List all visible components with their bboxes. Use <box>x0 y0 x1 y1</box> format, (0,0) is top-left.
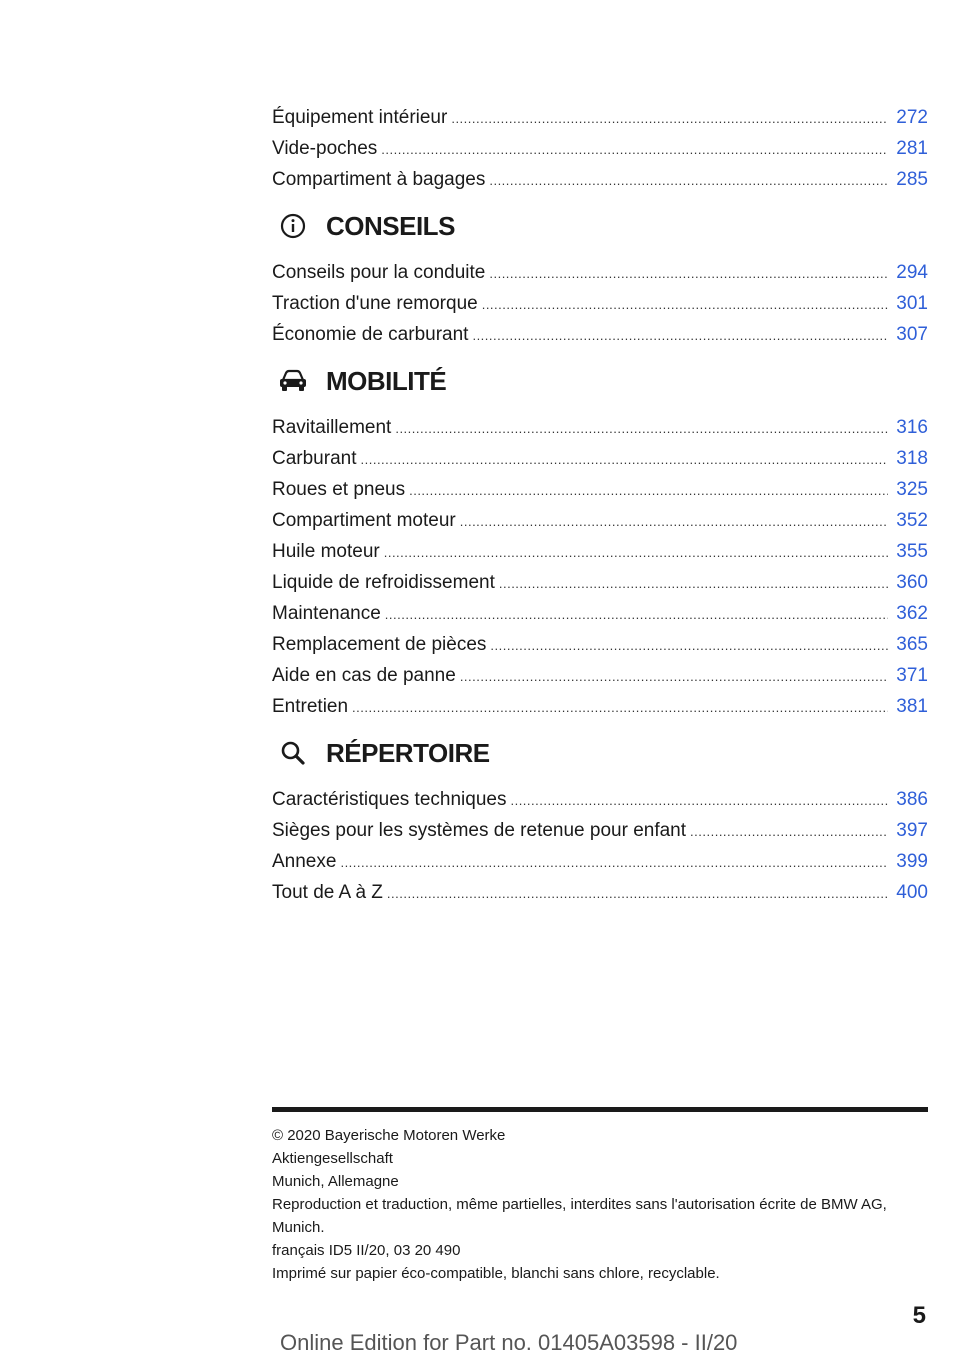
toc-entry-page[interactable]: 371 <box>896 665 928 686</box>
leader-dots <box>489 165 888 196</box>
imprint <box>272 1124 928 1285</box>
toc-entry-title: Ravitaillement <box>272 417 392 438</box>
toc-entry-title: Carburant <box>272 448 357 469</box>
section-title: RÉPERTOIRE <box>326 737 490 768</box>
toc-entry[interactable] <box>272 257 928 288</box>
toc-entry-page[interactable]: 352 <box>896 510 928 531</box>
leader-dots <box>510 785 888 816</box>
section-header-conseils <box>272 195 928 257</box>
leader-dots <box>690 816 888 847</box>
leader-dots <box>385 599 889 630</box>
toc-entry-title: Conseils pour la conduite <box>272 262 486 283</box>
leader-dots <box>384 537 889 568</box>
toc-entry-title: Remplacement de pièces <box>272 634 487 655</box>
toc-entry[interactable] <box>272 691 928 722</box>
table-of-contents <box>272 102 928 908</box>
toc-entry-page[interactable]: 355 <box>896 541 928 562</box>
toc-entry-title: Aide en cas de panne <box>272 665 456 686</box>
toc-entry-title: Traction d'une remorque <box>272 293 478 314</box>
leader-dots <box>381 134 888 165</box>
toc-entry-title: Équipement intérieur <box>272 107 448 128</box>
toc-entry-page[interactable]: 307 <box>896 324 928 345</box>
toc-entry[interactable] <box>272 164 928 195</box>
toc-entry[interactable] <box>272 846 928 877</box>
toc-entry[interactable] <box>272 877 928 908</box>
leader-dots <box>395 413 888 444</box>
toc-entry[interactable] <box>272 443 928 474</box>
toc-entry[interactable] <box>272 567 928 598</box>
toc-entry-page[interactable]: 360 <box>896 572 928 593</box>
toc-entry[interactable] <box>272 598 928 629</box>
section-title: CONSEILS <box>326 210 455 241</box>
toc-entry[interactable] <box>272 133 928 164</box>
toc-entry-title: Sièges pour les systèmes de retenue pour enfant <box>272 820 687 841</box>
toc-entry-title: Liquide de refroidissement <box>272 572 495 593</box>
imprint-line: Aktiengesellschaft <box>272 1150 393 1167</box>
divider-rule <box>272 1107 928 1112</box>
toc-entry-title: Huile moteur <box>272 541 380 562</box>
toc-entry-page[interactable]: 381 <box>896 696 928 717</box>
search-icon <box>278 738 308 768</box>
toc-entry-page[interactable]: 316 <box>896 417 928 438</box>
section-title: MOBILITÉ <box>326 365 447 396</box>
toc-entry-title: Maintenance <box>272 603 381 624</box>
toc-entry-page[interactable]: 281 <box>896 138 928 159</box>
toc-entry-title: Économie de carburant <box>272 324 469 345</box>
page-number: 5 <box>912 1302 926 1329</box>
toc-entry[interactable] <box>272 288 928 319</box>
toc-entry-page[interactable]: 285 <box>896 169 928 190</box>
toc-entry[interactable] <box>272 815 928 846</box>
toc-entry-title: Tout de A à Z <box>272 882 383 903</box>
section-header-repertoire <box>272 722 928 784</box>
toc-entry[interactable] <box>272 412 928 443</box>
leader-dots <box>499 568 888 599</box>
leader-dots <box>460 661 888 692</box>
toc-entry-page[interactable]: 362 <box>896 603 928 624</box>
toc-entry[interactable] <box>272 536 928 567</box>
toc-entry-page[interactable]: 272 <box>896 107 928 128</box>
leader-dots <box>451 103 888 134</box>
toc-entry[interactable] <box>272 629 928 660</box>
toc-entry-page[interactable]: 301 <box>896 293 928 314</box>
toc-entry-title: Compartiment moteur <box>272 510 456 531</box>
leader-dots <box>361 444 889 475</box>
imprint-line: © 2020 Bayerische Motoren Werke <box>272 1127 506 1144</box>
leader-dots <box>409 475 888 506</box>
leader-dots <box>489 258 888 289</box>
info-icon <box>278 211 308 241</box>
leader-dots <box>352 692 888 723</box>
toc-entry-page[interactable]: 397 <box>896 820 928 841</box>
leader-dots <box>472 320 888 351</box>
leader-dots <box>460 506 889 537</box>
toc-entry[interactable] <box>272 505 928 536</box>
toc-entry-title: Compartiment à bagages <box>272 169 486 190</box>
toc-entry[interactable] <box>272 474 928 505</box>
leader-dots <box>482 289 889 320</box>
online-edition-footer: Online Edition for Part no. 01405A03598 - II/20 <box>280 1330 738 1355</box>
toc-entry-title: Entretien <box>272 696 349 717</box>
imprint-line: français ID5 II/20, 03 20 490 <box>272 1242 461 1259</box>
toc-entry-page[interactable]: 294 <box>896 262 928 283</box>
toc-entry-page[interactable]: 318 <box>896 448 928 469</box>
toc-entry-title: Caractéristiques techniques <box>272 789 507 810</box>
toc-entry[interactable] <box>272 102 928 133</box>
leader-dots <box>387 878 888 909</box>
toc-entry-title: Annexe <box>272 851 337 872</box>
leader-dots <box>490 630 888 661</box>
imprint-line: Munich, Allemagne <box>272 1173 399 1190</box>
toc-entry[interactable] <box>272 784 928 815</box>
imprint-line: Imprimé sur papier éco-compatible, blanchi sans chlore, recyclable. <box>272 1265 720 1282</box>
toc-entry-title: Vide-poches <box>272 138 378 159</box>
section-header-mobilite <box>272 350 928 412</box>
car-icon <box>278 366 308 396</box>
toc-entry[interactable] <box>272 660 928 691</box>
toc-entry-page[interactable]: 400 <box>896 882 928 903</box>
toc-entry-page[interactable]: 399 <box>896 851 928 872</box>
toc-entry[interactable] <box>272 319 928 350</box>
imprint-line: Reproduction et traduction, même partielles, interdites sans l'autorisation écrite de BMW AG, Munich. <box>272 1196 887 1236</box>
leader-dots <box>340 847 888 878</box>
toc-entry-page[interactable]: 365 <box>896 634 928 655</box>
toc-entry-title: Roues et pneus <box>272 479 406 500</box>
toc-entry-page[interactable]: 386 <box>896 789 928 810</box>
toc-entry-page[interactable]: 325 <box>896 479 928 500</box>
